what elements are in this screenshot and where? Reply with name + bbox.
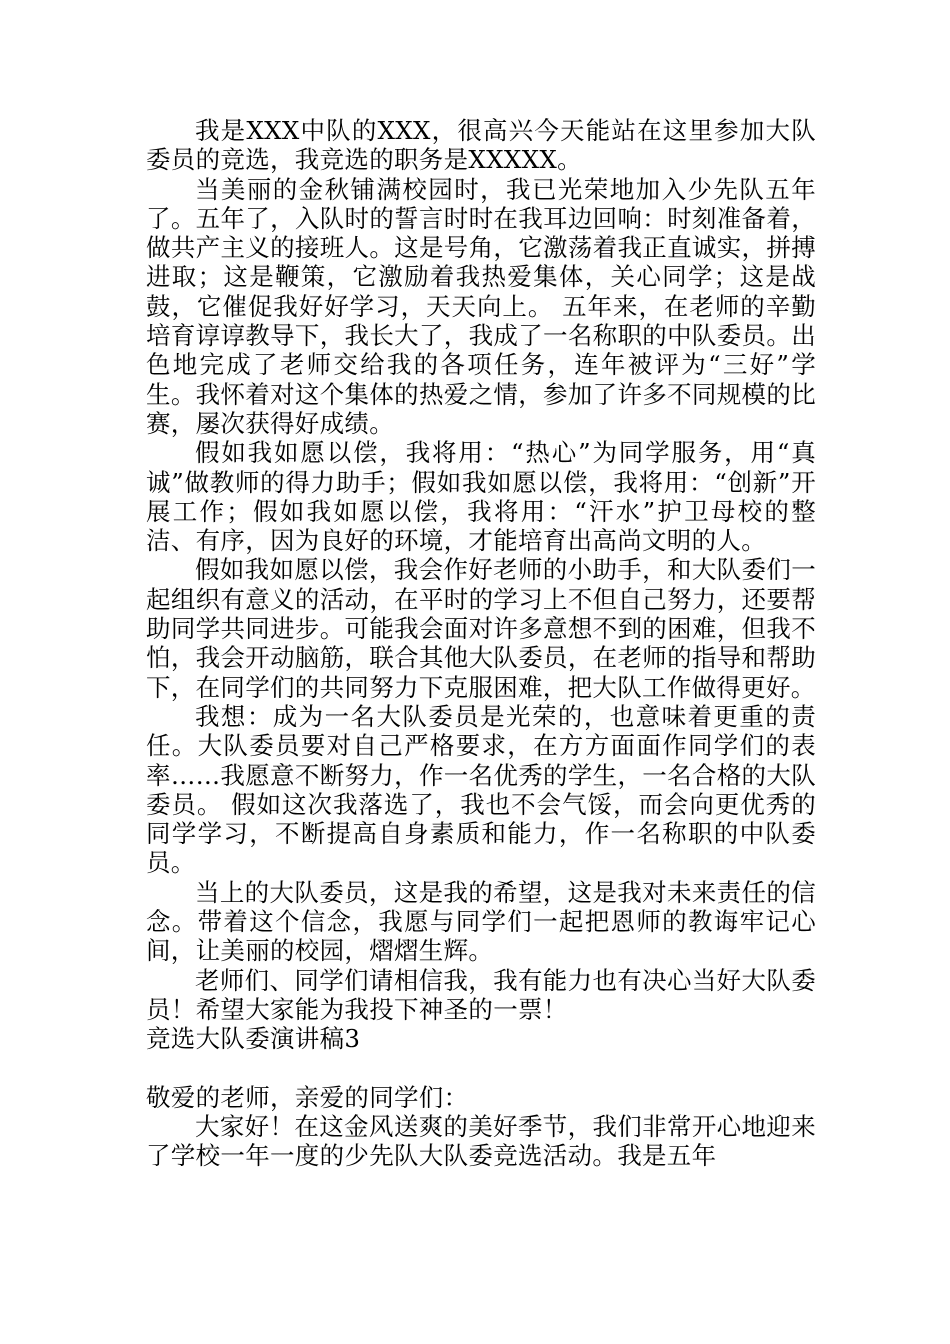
paragraph-4: 假如我如愿以偿，我会作好老师的小助手，和大队委们一起组织有意义的活动，在平时的学习上不但自己努力，还要帮助同学共同进步。可能我会面对许多意想不到的困难，但我不怕，我会开动脑筋，联合其他大队委员，在老师的指导和帮助下，在同学们的共同努力下克服困难，把大队工作做得更好。 [146,555,816,702]
paragraph-5: 我想：成为一名大队委员是光荣的，也意味着更重的责任。大队委员要对自己严格要求，在方方面面作同学们的表率……我愿意不断努力，作一名优秀的学生，一名合格的大队委员。 假如这次我落选了，我也不会气馁，而会向更优秀的同学学习，不断提高自身素质和能力，作一名称职的中队委员。 [146,701,816,878]
paragraph-1: 我是XXX中队的XXX，很高兴今天能站在这里参加大队委员的竞选，我竞选的职务是XXXXX。 [146,116,816,175]
paragraph-6: 当上的大队委员，这是我的希望，这是我对未来责任的信念。带着这个信念，我愿与同学们一起把恩师的教诲牢记心间，让美丽的校园，熠熠生辉。 [146,877,816,966]
salutation: 敬爱的老师，亲爱的同学们： [146,1082,469,1112]
section-title: 竞选大队委演讲稿3 [146,1024,361,1054]
closing-paragraph: 大家好！在这金风送爽的美好季节，我们非常开心地迎来了学校一年一度的少先队大队委竞选活动。我是五年 [146,1112,816,1171]
paragraph-3: 假如我如愿以偿，我将用：“热心”为同学服务，用“真诚”做教师的得力助手；假如我如愿以偿，我将用：“创新”开展工作；假如我如愿以偿，我将用：“汗水”护卫母校的整洁、有序，因为良好的环境，才能培育出高尚文明的人。 [146,438,816,556]
document-body [146,116,816,1171]
blank-line [146,1054,816,1083]
paragraph-2: 当美丽的金秋铺满校园时，我已光荣地加入少先队五年了。五年了，入队时的誓言时时在我耳边回响：时刻准备着，做共产主义的接班人。这是号角，它激荡着我正直诚实，拼搏进取；这是鞭策，它激励着我热爱集体，关心同学；这是战鼓，它催促我好好学习，天天向上。 五年来，在老师的辛勤培育谆谆教导下，我长大了，我成了一名称职的中队委员。出色地完成了老师交给我的各项任务，连年被评为“三好”学生。我怀着对这个集体的热爱之情，参加了许多不同规模的比赛，屡次获得好成绩。 [146,174,816,438]
paragraph-7: 老师们、同学们请相信我，我有能力也有决心当好大队委员！希望大家能为我投下神圣的一票！ [146,965,816,1024]
